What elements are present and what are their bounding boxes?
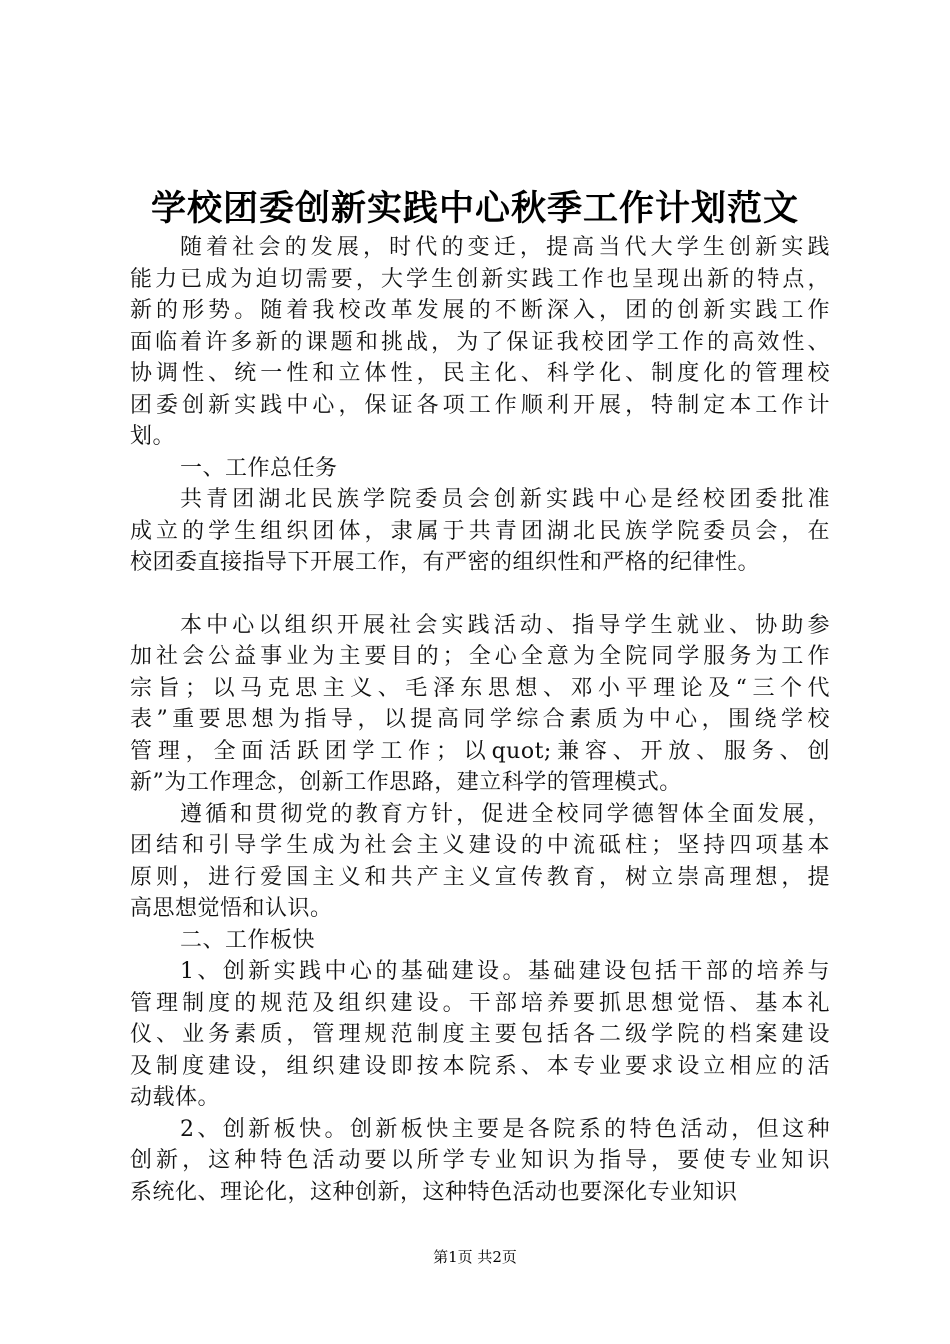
text-line: 校团委直接指导下开展工作，有严密的组织性和严格的纪律性。 xyxy=(130,550,761,575)
text-line: 管理制度的规范及组织建设。干部培养要抓思想觉悟、基本礼 xyxy=(130,990,830,1016)
text-line: 随着社会的发展，时代的变迁，提高当代大学生创新实践 xyxy=(180,235,830,260)
text-line: 创新，这种特色活动要以所学专业知识为指导，要使专业知识 xyxy=(130,1148,830,1173)
text-line: 管理，全面活跃团学工作；以quot;兼容、开放、服务、创 xyxy=(130,738,830,764)
text-line: 表”重要思想为指导，以提高同学综合素质为中心，围绕学校 xyxy=(130,707,830,732)
text-line: 二、工作板快 xyxy=(180,927,316,953)
text-line: 动载体。 xyxy=(130,1085,221,1110)
text-line: 及制度建设，组织建设即按本院系、本专业要求设立相应的活 xyxy=(130,1053,830,1079)
paragraph xyxy=(130,610,830,799)
paragraph xyxy=(130,484,830,579)
text-line: 一、工作总任务 xyxy=(180,455,338,481)
text-line: 面临着许多新的课题和挑战，为了保证我校团学工作的高效性、 xyxy=(130,329,830,355)
text-line: 加社会公益事业为主要目的；全心全意为全院同学服务为工作 xyxy=(130,644,830,669)
text-line: 1、创新实践中心的基础建设。基础建设包括干部的培养与 xyxy=(180,959,830,984)
text-line: 高思想觉悟和认识。 xyxy=(130,896,333,921)
document-title: 学校团委创新实践中心秋季工作计划范文 xyxy=(150,188,799,229)
text-line: 共青团湖北民族学院委员会创新实践中心是经校团委批准 xyxy=(180,487,830,512)
text-line: 能力已成为迫切需要，大学生创新实践工作也呈现出新的特点， xyxy=(130,266,830,292)
text-line: 本中心以组织开展社会实践活动、指导学生就业、协助参 xyxy=(180,612,830,638)
text-line: 2、创新板快。创新板快主要是各院系的特色活动，但这种 xyxy=(180,1116,830,1142)
text-line: 团结和引导学生成为社会主义建设的中流砥柱；坚持四项基本 xyxy=(130,833,830,858)
text-line: 系统化、理论化，这种创新，这种特色活动也要深化专业知识 xyxy=(130,1179,738,1205)
paragraph xyxy=(130,799,830,925)
text-line: 宗旨；以马克思主义、毛泽东思想、邓小平理论及“三个代 xyxy=(130,675,830,701)
text-line: 成立的学生组织团体，隶属于共青团湖北民族学院委员会，在 xyxy=(130,518,830,544)
text-line: 仪、业务素质，管理规范制度主要包括各二级学院的档案建设 xyxy=(130,1022,830,1047)
document-body xyxy=(130,232,830,1208)
text-line: 划。 xyxy=(130,424,176,449)
text-line: 新”为工作理念，创新工作思路，建立科学的管理模式。 xyxy=(130,770,682,795)
paragraph-gap xyxy=(130,579,830,610)
text-line: 遵循和贯彻党的教育方针，促进全校同学德智体全面发展， xyxy=(180,801,830,827)
text-line: 团委创新实践中心，保证各项工作顺利开展，特制定本工作计 xyxy=(130,392,830,418)
paragraph xyxy=(130,925,830,957)
page-footer: 第1页 共2页 xyxy=(433,1248,517,1266)
paragraph xyxy=(130,453,830,485)
text-line: 协调性、统一性和立体性，民主化、科学化、制度化的管理校 xyxy=(130,361,830,386)
text-line: 原则，进行爱国主义和共产主义宣传教育，树立崇高理想，提 xyxy=(130,864,830,890)
paragraph xyxy=(130,1114,830,1209)
paragraph xyxy=(130,232,830,453)
paragraph xyxy=(130,956,830,1114)
text-line: 新的形势。随着我校改革发展的不断深入，团的创新实践工作 xyxy=(130,298,830,323)
